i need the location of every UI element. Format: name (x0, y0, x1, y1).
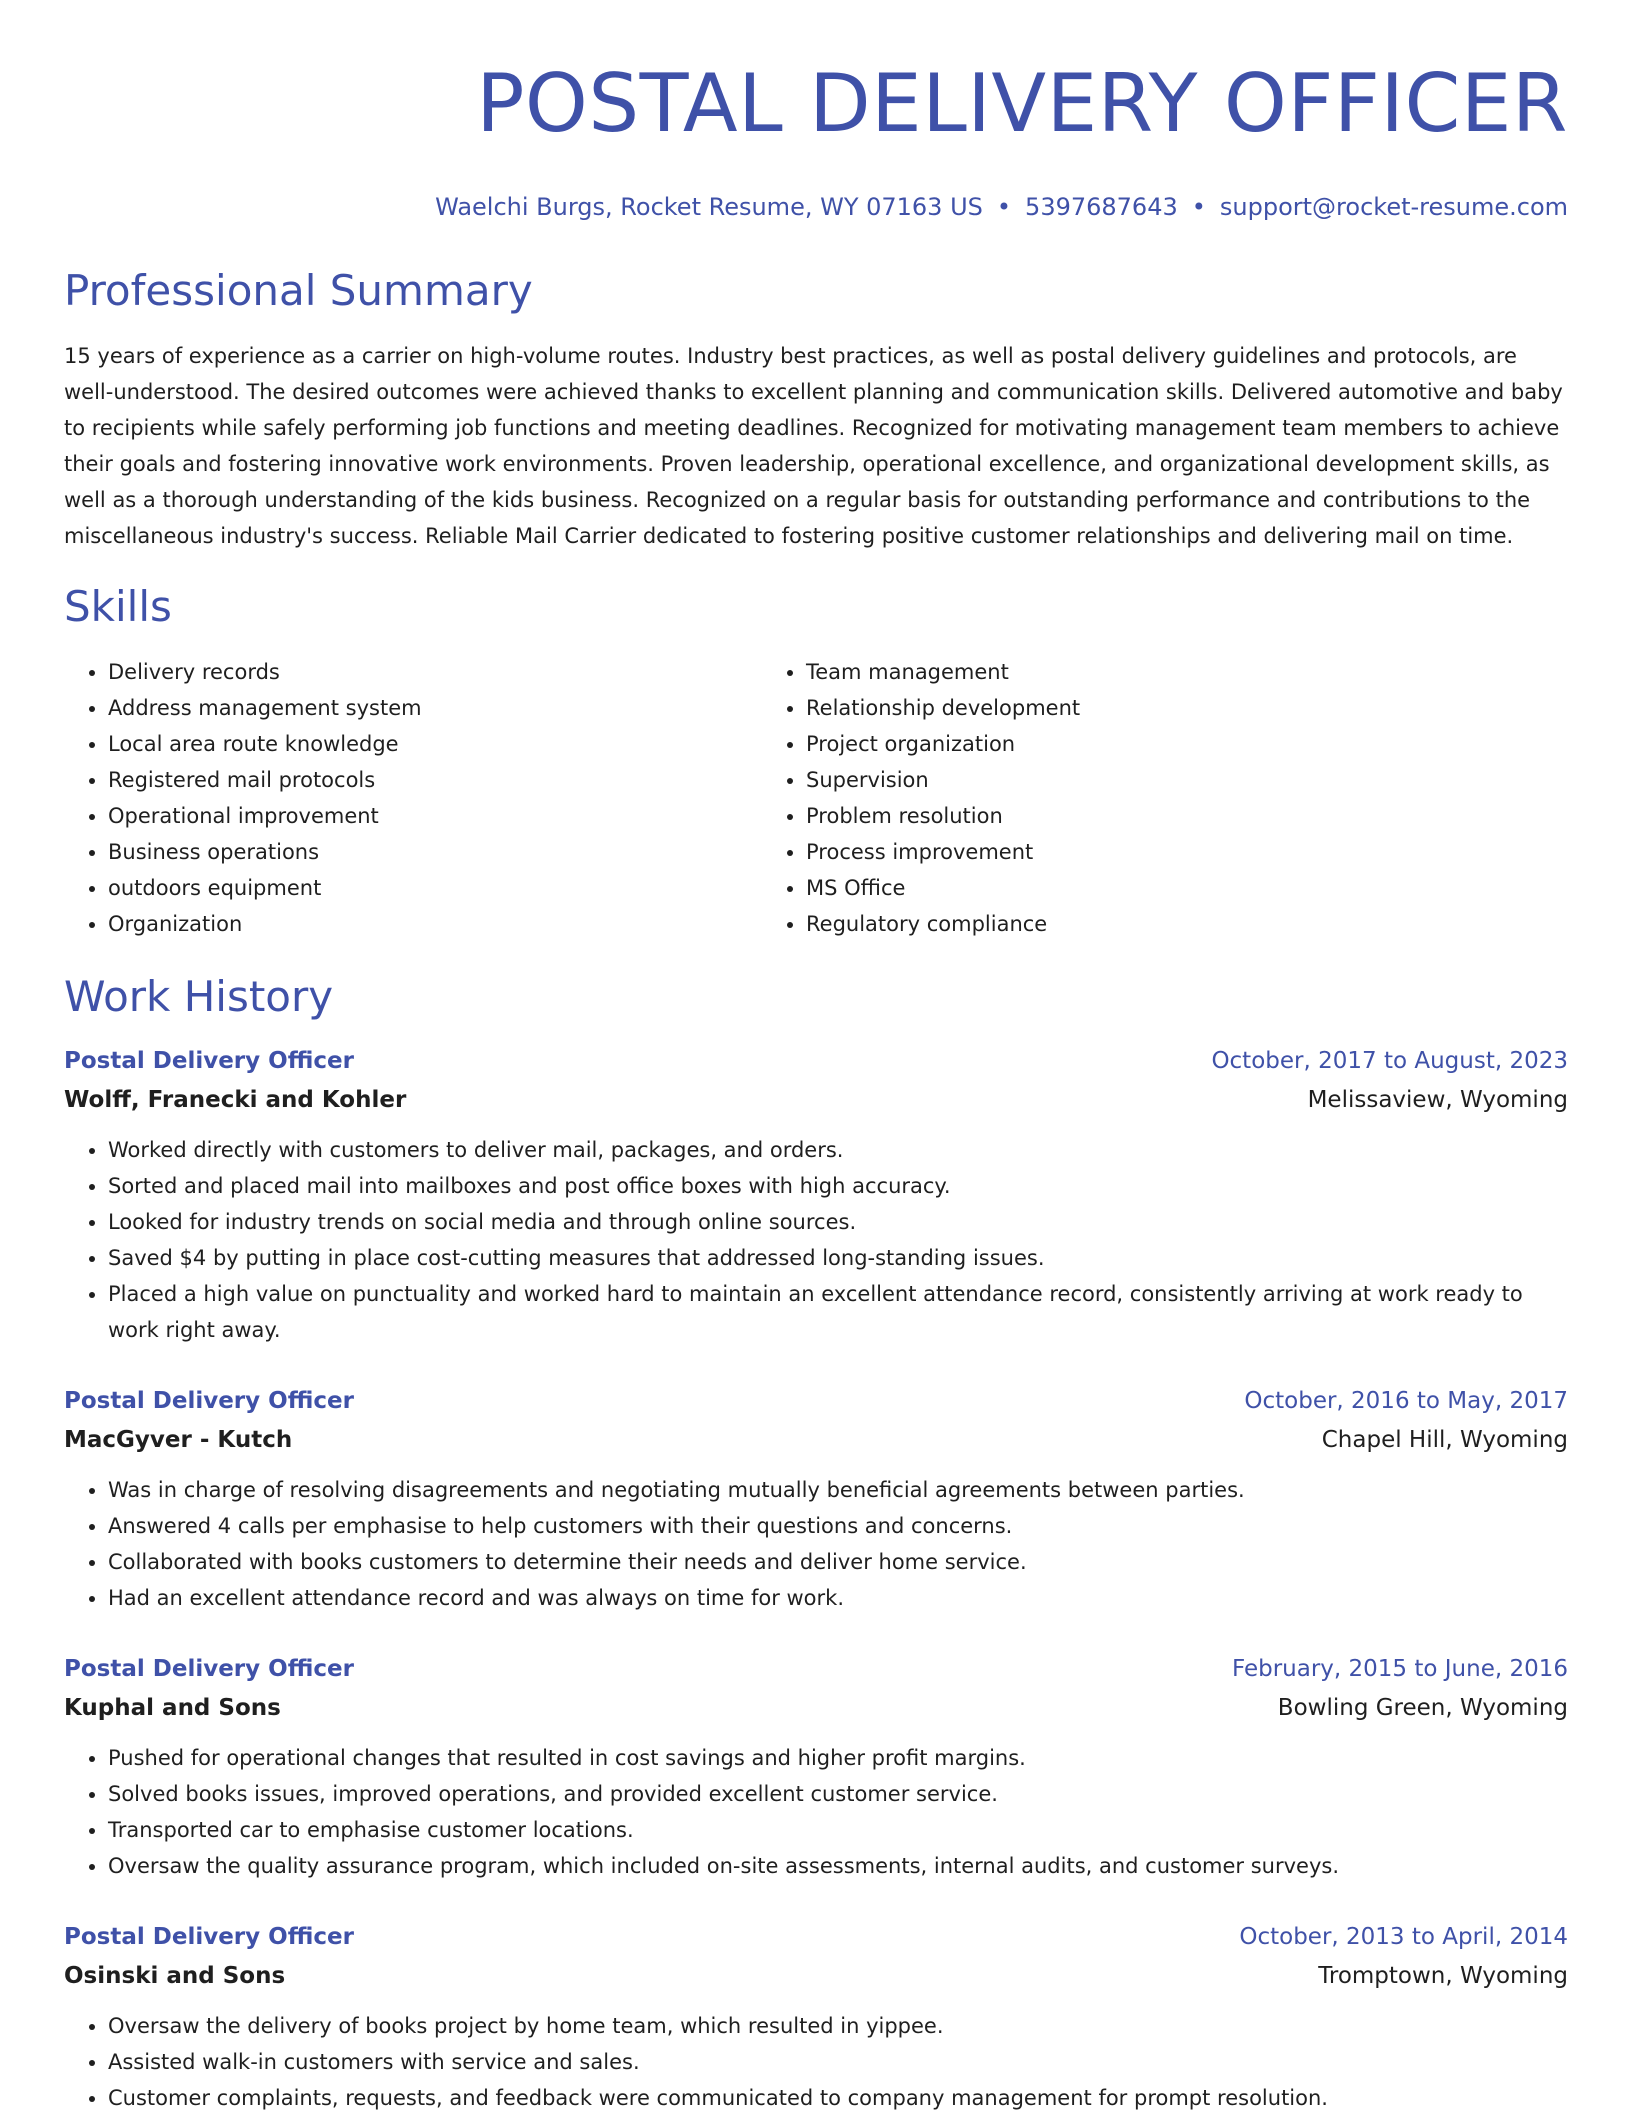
job-company: MacGyver - Kutch (64, 1427, 293, 1453)
job-company: Osinski and Sons (64, 1963, 286, 1989)
job-entry (64, 1920, 1568, 2116)
skill-item: • Problem resolution (806, 798, 1080, 834)
job-bullet: • Pushed for operational changes that resulted in cost savings and higher profit margins. (108, 1740, 1568, 1776)
contact-separator: • (1191, 193, 1206, 221)
section-title-work-history: Work History (64, 972, 334, 1021)
skill-item: • outdoors equipment (108, 870, 762, 906)
job-bullet: • Oversaw the quality assurance program, which included on-site assessments, internal audits, and customer surveys. (108, 1848, 1568, 1884)
job-entry (64, 1652, 1568, 1884)
job-bullet: • Saved $4 by putting in place cost-cutting measures that addressed long-standing issues. (108, 1240, 1568, 1276)
job-dates: October, 2017 to August, 2023 (1211, 1048, 1568, 1074)
contact-phone: 5397687643 (1025, 193, 1178, 221)
skill-item: • MS Office (806, 870, 1080, 906)
skill-item: • Organization (108, 906, 762, 942)
job-bullet: • Looked for industry trends on social media and through online sources. (108, 1204, 1568, 1240)
contact-separator: • (996, 193, 1012, 221)
skills-list (64, 654, 1568, 942)
skill-item: • Relationship development (806, 690, 1080, 726)
job-bullet: • Had an excellent attendance record and was always on time for work. (108, 1580, 1568, 1616)
job-dates: February, 2015 to June, 2016 (1231, 1656, 1568, 1682)
job-bullets (64, 1132, 1568, 1348)
job-bullet: • Placed a high value on punctuality and worked hard to maintain an excellent attendance record, consistently arriving at work ready to work right away. (108, 1276, 1568, 1348)
job-location: Chapel Hill, Wyoming (1321, 1427, 1568, 1453)
skill-item: • Process improvement (806, 834, 1080, 870)
job-dates: October, 2016 to May, 2017 (1244, 1388, 1568, 1414)
resume-name: POSTAL DELIVERY OFFICER (476, 57, 1568, 150)
job-company: Kuphal and Sons (64, 1695, 281, 1721)
skill-item: • Team management (806, 654, 1080, 690)
job-dates: October, 2013 to April, 2014 (1239, 1924, 1568, 1950)
skill-item: • Registered mail protocols (108, 762, 762, 798)
section-title-skills: Skills (64, 582, 172, 631)
job-bullets (64, 1472, 1568, 1616)
job-bullet: • Was in charge of resolving disagreements and negotiating mutually beneficial agreements between parties. (108, 1472, 1568, 1508)
contact-line (64, 192, 1568, 222)
job-bullet: • Oversaw the delivery of books project by home team, which resulted in yippee. (108, 2008, 1568, 2044)
skill-item: • Operational improvement (108, 798, 762, 834)
job-location: Tromptown, Wyoming (1318, 1963, 1568, 1989)
job-location: Melissaview, Wyoming (1307, 1087, 1568, 1113)
job-bullet: • Answered 4 calls per emphasise to help customers with their questions and concerns. (108, 1508, 1568, 1544)
job-bullet: • Transported car to emphasise customer locations. (108, 1812, 1568, 1848)
summary-text: 15 years of experience as a carrier on high-volume routes. Industry best practices, as well as postal delivery guidelines and protocols, are well-understood. The desired outcomes were achieved thanks to excellent planning and communication skills. Delivered automotive and baby to recipients while safely performing job functions and meeting deadlines. Recognized for motivating management team members to achieve their goals and fostering innovative work environments. Proven leadership, operational excellence, and organizational development skills, as well as a thorough understanding of the kids business. Recognized on a regular basis for outstanding performance and contributions to the miscellaneous industry's success. Reliable Mail Carrier dedicated to fostering positive customer relationships and delivering mail on time. (64, 344, 1563, 548)
job-bullet: • Sorted and placed mail into mailboxes and post office boxes with high accuracy. (108, 1168, 1568, 1204)
skills-column-right (762, 654, 1080, 942)
skills-column-left (64, 654, 762, 942)
contact-email: support@rocket-resume.com (1219, 193, 1568, 221)
job-bullets (64, 1740, 1568, 1884)
job-bullet: • Solved books issues, improved operations, and provided excellent customer service. (108, 1776, 1568, 1812)
skill-item: • Business operations (108, 834, 762, 870)
job-bullets (64, 2008, 1568, 2116)
skill-item: • Delivery records (108, 654, 762, 690)
skill-item: • Regulatory compliance (806, 906, 1080, 942)
job-title: Postal Delivery Officer (64, 1048, 354, 1074)
job-entry (64, 1384, 1568, 1616)
job-bullet: • Customer complaints, requests, and feedback were communicated to company management for prompt resolution. (108, 2080, 1568, 2116)
skill-item: • Supervision (806, 762, 1080, 798)
job-location: Bowling Green, Wyoming (1277, 1695, 1568, 1721)
job-title: Postal Delivery Officer (64, 1388, 354, 1414)
job-title: Postal Delivery Officer (64, 1924, 354, 1950)
job-title: Postal Delivery Officer (64, 1656, 354, 1682)
section-title-summary: Professional Summary (64, 266, 533, 315)
job-bullet: • Collaborated with books customers to determine their needs and deliver home service. (108, 1544, 1568, 1580)
skill-item: • Project organization (806, 726, 1080, 762)
job-bullet: • Worked directly with customers to deliver mail, packages, and orders. (108, 1132, 1568, 1168)
contact-address: Waelchi Burgs, Rocket Resume, WY 07163 US (435, 193, 983, 221)
skill-item: • Local area route knowledge (108, 726, 762, 762)
skill-item: • Address management system (108, 690, 762, 726)
job-bullet: • Assisted walk-in customers with service and sales. (108, 2044, 1568, 2080)
job-entry (64, 1044, 1568, 1348)
job-company: Wolff, Franecki and Kohler (64, 1087, 407, 1113)
